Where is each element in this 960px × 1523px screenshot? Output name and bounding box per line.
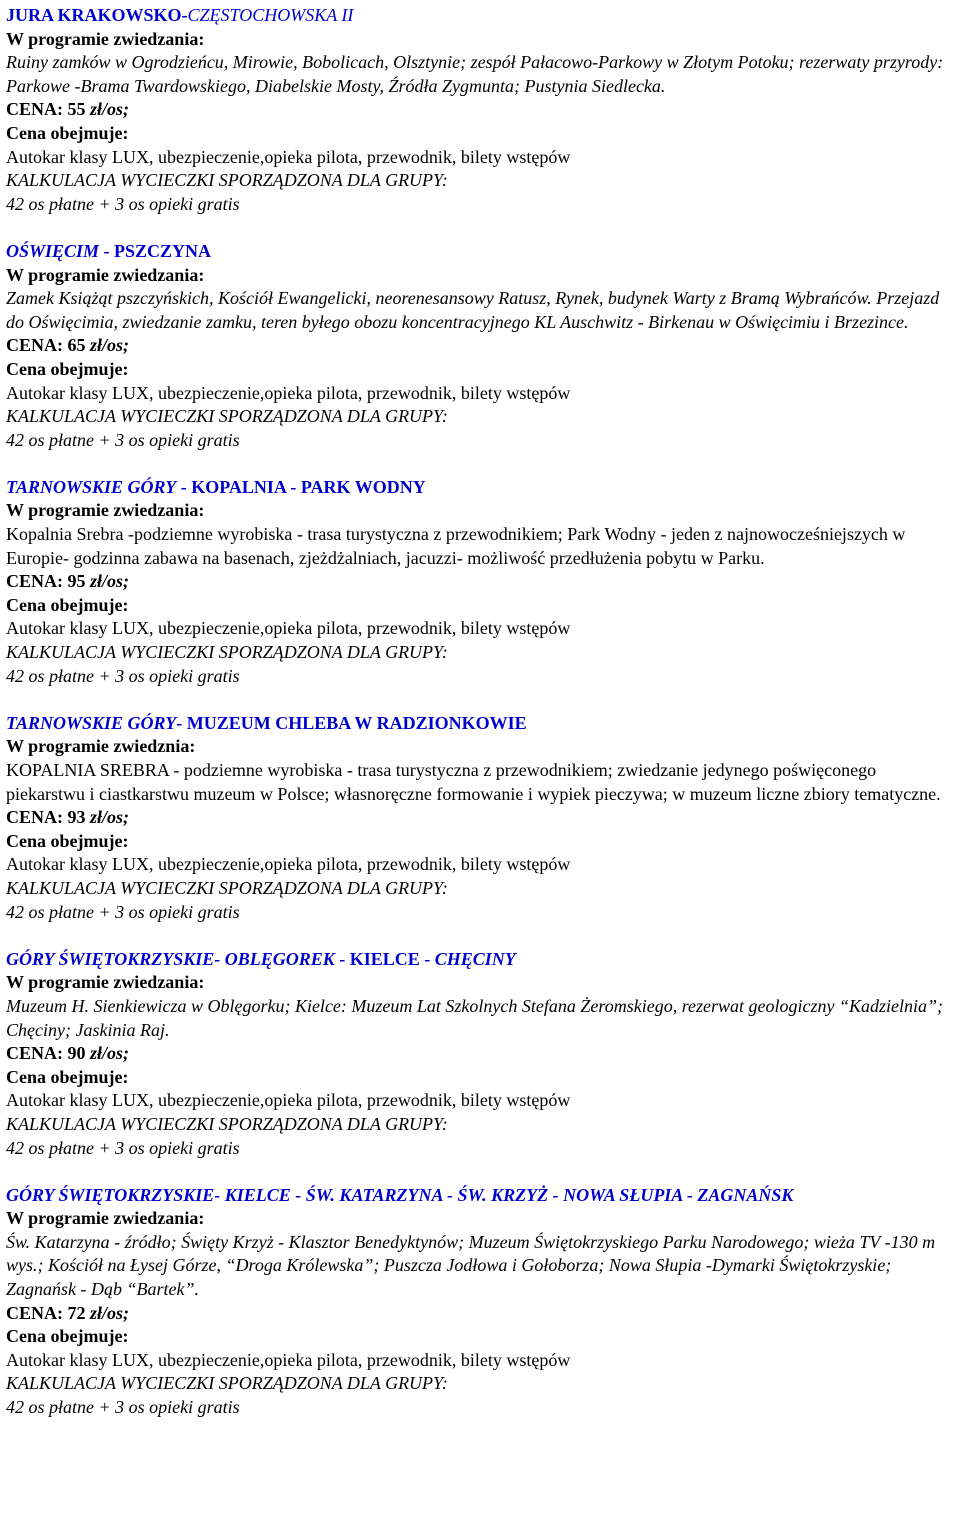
trip-section	[6, 1184, 954, 1420]
calc-label: KALKULACJA WYCIECZKI SPORZĄDZONA DLA GRUPY:	[6, 1373, 448, 1394]
group-info: 42 os płatne + 3 os opieki gratis	[6, 665, 240, 686]
trip-title-part: JURA KRAKOWSKO-	[6, 5, 188, 25]
program-label: W programie zwiedzania:	[6, 28, 205, 49]
includes-text: Autokar klasy LUX, ubezpieczenie,opieka pilota, przewodnik, bilety wstępów	[6, 146, 571, 167]
calc-label: KALKULACJA WYCIECZKI SPORZĄDZONA DLA GRUPY:	[6, 406, 448, 427]
group-info: 42 os płatne + 3 os opieki gratis	[6, 1137, 240, 1158]
program-text: Św. Katarzyna - źródło; Święty Krzyż - Klasztor Benedyktynów; Muzeum Świętokrzyskiego Parku Narodowego; wieża TV -130 m wys.; Kościół na Łysej Górze, “Droga Królewska”; Puszcza Jodłowa i Gołoborza; Nowa Słupia -Dymarki Świętokrzyskie; Zagnańsk - Dąb “Bartek”.	[6, 1231, 936, 1300]
trip-title	[6, 712, 954, 736]
calc-label: KALKULACJA WYCIECZKI SPORZĄDZONA DLA GRUPY:	[6, 1113, 448, 1134]
program-text: Kopalnia Srebra -podziemne wyrobiska - trasa turystyczna z przewodnikiem; Park Wodny - jeden z najnowocześniejszych w Europie- godzinna zabawa na basenach, zjeżdżalniach, jacuzzi- możliwość przedłużenia pobytu w Parku.	[6, 524, 906, 568]
price	[6, 806, 954, 830]
includes-label: Cena obejmuje:	[6, 594, 129, 615]
price-label: CENA: 90	[6, 1043, 90, 1064]
includes-label: Cena obejmuje:	[6, 1066, 129, 1087]
includes-label: Cena obejmuje:	[6, 830, 129, 851]
price	[6, 1042, 954, 1066]
group-info: 42 os płatne + 3 os opieki gratis	[6, 193, 240, 214]
price-label: CENA: 55	[6, 99, 90, 120]
includes-text: Autokar klasy LUX, ubezpieczenie,opieka pilota, przewodnik, bilety wstępów	[6, 618, 571, 639]
program-label: W programie zwiedznia:	[6, 736, 196, 757]
price-label: CENA: 95	[6, 571, 90, 592]
group-info: 42 os płatne + 3 os opieki gratis	[6, 901, 240, 922]
trip-section	[6, 240, 954, 452]
trip-title-part: - KIELCE -	[334, 948, 435, 969]
trip-title-part: GÓRY ŚWIĘTOKRZYSKIE-	[6, 1184, 225, 1205]
program-text: KOPALNIA SREBRA - podziemne wyrobiska - trasa turystyczna z przewodnikiem; zwiedzanie jedynego poświęconego piekarstwu i ciastkarstwu muzeum w Polsce; własnoręczne formowanie i wypiek pieczywa; w muzeum liczne zbiory tematyczne.	[6, 760, 941, 804]
program-label: W programie zwiedzania:	[6, 972, 205, 993]
includes-text: Autokar klasy LUX, ubezpieczenie,opieka pilota, przewodnik, bilety wstępów	[6, 854, 571, 875]
price	[6, 1302, 954, 1326]
program-label: W programie zwiedzania:	[6, 500, 205, 521]
trip-title-part: CZĘSTOCHOWSKA II	[187, 5, 354, 25]
trip-title-part: TARNOWSKIE GÓRY	[6, 476, 177, 497]
calc-label: KALKULACJA WYCIECZKI SPORZĄDZONA DLA GRUPY:	[6, 642, 448, 663]
trip-title	[6, 948, 954, 972]
includes-text: Autokar klasy LUX, ubezpieczenie,opieka pilota, przewodnik, bilety wstępów	[6, 1090, 571, 1111]
price-label: CENA: 93	[6, 807, 90, 828]
program-text: Muzeum H. Sienkiewicza w Oblęgorku; Kielce: Muzeum Lat Szkolnych Stefana Żeromskiego, rezerwat geologiczny “Kadzielnia”; Chęciny; Jaskinia Raj.	[6, 995, 944, 1040]
group-info: 42 os płatne + 3 os opieki gratis	[6, 429, 240, 450]
program-label: W programie zwiedzania:	[6, 1208, 205, 1229]
trip-title-part: TARNOWSKIE GÓRY	[6, 712, 177, 733]
trip-title-part: CHĘCINY	[434, 948, 516, 969]
includes-text: Autokar klasy LUX, ubezpieczenie,opieka pilota, przewodnik, bilety wstępów	[6, 382, 571, 403]
trip-title-part: - MUZEUM CHLEBA W RADZIONKOWIE	[176, 712, 527, 733]
trip-title	[6, 4, 954, 28]
price-unit: zł/os;	[90, 99, 130, 120]
price-unit: zł/os;	[90, 571, 130, 592]
price-unit: zł/os;	[90, 335, 130, 356]
price-label: CENA: 72	[6, 1302, 90, 1323]
trip-title-part: - KOPALNIA - PARK WODNY	[176, 476, 426, 497]
price-unit: zł/os;	[90, 807, 130, 828]
trip-title	[6, 476, 954, 500]
includes-text: Autokar klasy LUX, ubezpieczenie,opieka pilota, przewodnik, bilety wstępów	[6, 1349, 571, 1370]
trip-section	[6, 948, 954, 1160]
trip-section	[6, 712, 954, 924]
includes-label: Cena obejmuje:	[6, 358, 129, 379]
calc-label: KALKULACJA WYCIECZKI SPORZĄDZONA DLA GRUPY:	[6, 170, 448, 191]
program-text: Zamek Książąt pszczyńskich, Kościół Ewangelicki, neorenesansowy Ratusz, Rynek, budynek Warty z Bramą Wybrańców. Przejazd do Oświęcimia, zwiedzanie zamku, teren byłego obozu koncentracyjnego KL Auschwitz - Birkenau w Oświęcimiu i Brzezince.	[6, 288, 940, 332]
includes-label: Cena obejmuje:	[6, 122, 129, 143]
trip-title	[6, 240, 954, 264]
group-info: 42 os płatne + 3 os opieki gratis	[6, 1397, 240, 1418]
trip-title-part: - PSZCZYNA	[99, 240, 212, 261]
trip-title	[6, 1184, 954, 1208]
price	[6, 570, 954, 594]
program-label: W programie zwiedzania:	[6, 264, 205, 285]
trip-title-part: KIELCE - ŚW. KATARZYNA - ŚW. KRZYŻ - NOWA SŁUPIA - ZAGNAŃSK	[224, 1184, 794, 1205]
trip-title-part: GÓRY ŚWIĘTOKRZYSKIE- OBLĘGOREK	[6, 948, 335, 969]
price	[6, 98, 954, 122]
price-unit: zł/os;	[90, 1043, 130, 1064]
calc-label: KALKULACJA WYCIECZKI SPORZĄDZONA DLA GRUPY:	[6, 877, 448, 898]
price-label: CENA: 65	[6, 335, 90, 356]
trip-section	[6, 4, 954, 216]
price-unit: zł/os;	[90, 1302, 130, 1323]
price	[6, 334, 954, 358]
trip-title-part: OŚWIĘCIM	[6, 240, 100, 261]
includes-label: Cena obejmuje:	[6, 1326, 129, 1347]
trip-section	[6, 476, 954, 688]
program-text: Ruiny zamków w Ogrodzieńcu, Mirowie, Bobolicach, Olsztynie; zespół Pałacowo-Parkowy w Złotym Potoku; rezerwaty przyrody: Parkowe -Brama Twardowskiego, Diabelskie Mosty, Źródła Zygmunta; Pustynia Siedlecka.	[6, 52, 944, 96]
